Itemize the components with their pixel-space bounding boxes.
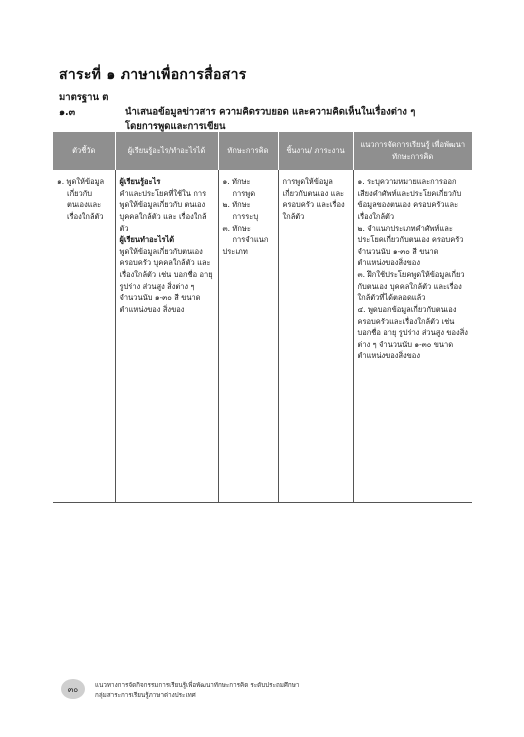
footer-line2: กลุ่มสาระการเรียนรู้ภาษาต่างประเทศ: [95, 692, 196, 700]
skill-line: ๒. ทักษะ: [222, 200, 251, 210]
header-indicator: ตัวชี้วัด: [53, 132, 115, 170]
header-learning: ผู้เรียนรู้อะไร/ทำอะไรได้: [115, 132, 218, 170]
curriculum-table: [53, 132, 472, 503]
cell-indicator: [53, 170, 115, 503]
approach-item: ๒. จำแนกประเภทคำศัพท์และประโยคเกี่ยวกับตนเอง ครอบครัว จำนวนนับ ๑-๓๐ สี ขนาด ตำแหน่งของสิ่งของ: [357, 223, 464, 268]
standard-text-line2: โดยการพูดและการเขียน: [125, 121, 226, 133]
approach-item: ๔. พูดบอกข้อมูลเกี่ยวกับตนเอง ครอบครัวและเรื่องใกล้ตัว เช่น บอกชื่อ อายุ รูปร่าง ส่วนสูง ของสิ่งต่าง ๆ จำนวนนับ ๑-๓๐ ขนาด ตำแหน่งของสิ่งของ: [357, 304, 468, 361]
learning-text-what: คำและประโยคที่ใช้ใน การพูดให้ข้อมูลเกี่ยวกับ ตนเอง บุคคลใกล้ตัว และ เรื่องใกล้ตัว: [119, 188, 207, 233]
indicator-line: ตนเองและ: [67, 200, 102, 210]
header-tasks: ชิ้นงาน/ ภาระงาน: [278, 132, 353, 170]
cell-approach: [353, 170, 472, 503]
standard-statement: [59, 91, 479, 135]
cell-thinking-skills: [218, 170, 278, 503]
header-thinking-skills: ทักษะการคิด: [218, 132, 278, 170]
learning-heading-can-do: ผู้เรียนทำอะไรได้: [119, 235, 175, 245]
table-row: [53, 170, 472, 503]
task-text: การพูดให้ข้อมูล เกี่ยวกับตนเอง และครอบครัว และเรื่องใกล้ตัว: [282, 177, 345, 221]
table-header-row: [53, 132, 472, 170]
skill-line: การพูด: [232, 188, 256, 198]
skill-line: การจำแนก: [232, 235, 269, 245]
indicator-line: เรื่องใกล้ตัว: [67, 211, 104, 221]
skill-line: การระบุ: [232, 211, 259, 221]
approach-item: ๑. ระบุความหมายและการออกเสียงคำศัพท์และประโยคเกี่ยวกับข้อมูลของตนเอง ครอบครัวและเรื่องใกล้ตัว: [357, 177, 462, 221]
standard-text-line1: นำเสนอข้อมูลข่าวสาร ความคิดรวบยอด และความคิดเห็นในเรื่องต่าง ๆ: [125, 106, 416, 118]
header-approach: แนวการจัดการเรียนรู้ เพื่อพัฒนาทักษะการคิด: [353, 132, 472, 170]
skill-line: ๑. ทักษะ: [222, 177, 251, 186]
learning-heading-what: ผู้เรียนรู้อะไร: [119, 177, 161, 186]
standard-code: มาตรฐาน ต ๑.๓: [59, 92, 109, 118]
approach-item: ๓. ฝึกใช้ประโยคพูดให้ข้อมูลเกี่ยวกับตนเอง บุคคลใกล้ตัว และเรื่องใกล้ตัวที่ได้ตลอดแล้ว: [357, 270, 465, 303]
skill-line: ประเภท: [222, 246, 248, 256]
learning-text-can-do: พูดให้ข้อมูลเกี่ยวกับตนเอง ครอบครัว บุคคลใกล้ตัว และเรื่องใกล้ตัว เช่น บอกชื่อ อายุ รูปร่าง ส่วนสูง สิ่งต่าง ๆ จำนวนนับ ๑-๓๐ สี ขนาด ตำแหน่งของ สิ่งของ: [119, 246, 213, 314]
cell-learning: [115, 170, 218, 503]
indicator-line: ๑. พูดให้ข้อมูล: [57, 177, 105, 186]
page-title: สาระที่ ๑ ภาษาเพื่อการสื่อสาร: [59, 67, 247, 83]
footer-line1: แนวทางการจัดกิจกรรมการเรียนรู้เพื่อพัฒนาทักษะการคิด ระดับประถมศึกษา: [95, 682, 300, 689]
indicator-line: เกี่ยวกับ: [67, 188, 93, 198]
skill-line: ๓. ทักษะ: [222, 223, 251, 233]
page-number-badge: ๓๐: [61, 679, 85, 699]
footer-caption: [95, 681, 299, 701]
cell-tasks: [278, 170, 353, 503]
